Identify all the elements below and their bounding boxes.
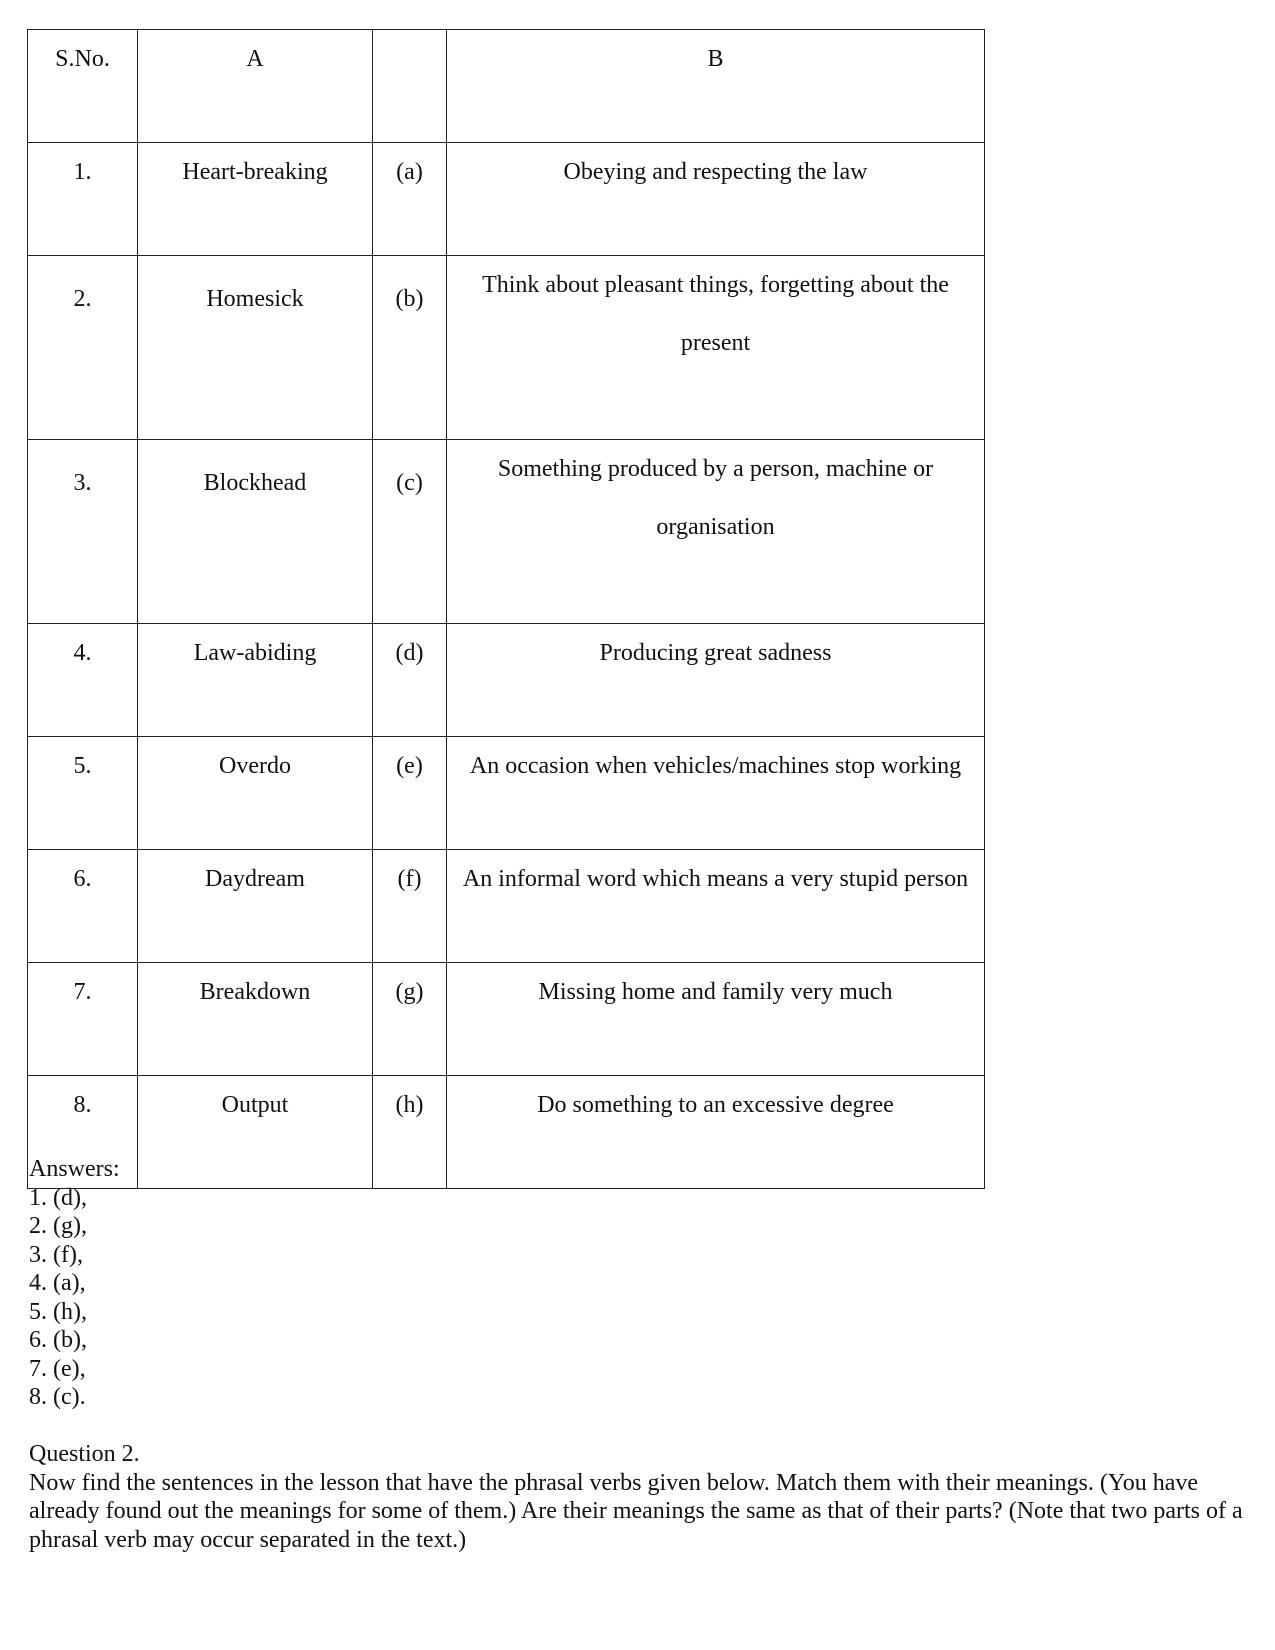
row-word: Heart-breaking xyxy=(138,143,373,256)
row-meaning: Something produced by a person, machine or organisation xyxy=(447,440,985,624)
answer-item: 7. (e), xyxy=(29,1355,86,1382)
row-word: Daydream xyxy=(138,850,373,963)
answer-item: 6. (b), xyxy=(29,1327,87,1353)
row-sno: 6. xyxy=(28,850,138,963)
table-row xyxy=(28,143,985,256)
table-row xyxy=(28,1076,985,1189)
row-letter: (g) xyxy=(373,963,447,1076)
row-meaning: Producing great sadness xyxy=(447,624,985,737)
row-letter: (c) xyxy=(373,440,447,624)
table-row xyxy=(28,963,985,1076)
row-meaning: An informal word which means a very stupid person xyxy=(447,850,985,963)
header-sno: S.No. xyxy=(28,30,138,143)
row-word: Law-abiding xyxy=(138,624,373,737)
row-meaning: Missing home and family very much xyxy=(447,963,985,1076)
question-title: Question 2. xyxy=(29,1441,140,1467)
row-sno: 4. xyxy=(28,624,138,737)
answers-block xyxy=(29,1155,120,1412)
row-sno: 2. xyxy=(28,256,138,440)
row-letter: (h) xyxy=(373,1076,447,1189)
row-letter: (d) xyxy=(373,624,447,737)
row-meaning: Do something to an excessive degree xyxy=(447,1076,985,1189)
row-meaning: Obeying and respecting the law xyxy=(447,143,985,256)
header-b: B xyxy=(447,30,985,143)
table-row xyxy=(28,440,985,624)
row-word: Overdo xyxy=(138,737,373,850)
table-row xyxy=(28,256,985,440)
answer-item: 4. (a), xyxy=(29,1270,86,1296)
matching-table xyxy=(27,29,985,1189)
table-row xyxy=(28,624,985,737)
row-meaning: An occasion when vehicles/machines stop working xyxy=(447,737,985,850)
row-sno: 5. xyxy=(28,737,138,850)
row-word: Homesick xyxy=(138,256,373,440)
question-text: Now find the sentences in the lesson that have the phrasal verbs given below. Match them with their meanings. (You have already found out the meanings for some of them.) Are their meanings the same as that of their parts? (Note that two parts of a phrasal verb may occur separated in the text.) xyxy=(29,1469,1243,1553)
table-row xyxy=(28,737,985,850)
answer-item: 8. (c). xyxy=(29,1384,86,1410)
table-row xyxy=(28,850,985,963)
answer-item: 3. (f), xyxy=(29,1241,83,1268)
row-letter: (a) xyxy=(373,143,447,256)
row-sno: 1. xyxy=(28,143,138,256)
row-sno: 3. xyxy=(28,440,138,624)
row-meaning: Think about pleasant things, forgetting about the present xyxy=(447,256,985,440)
row-word: Output xyxy=(138,1076,373,1189)
row-sno: 7. xyxy=(28,963,138,1076)
answer-item: 2. (g), xyxy=(29,1213,87,1239)
row-letter: (b) xyxy=(373,256,447,440)
row-word: Breakdown xyxy=(138,963,373,1076)
row-letter: (e) xyxy=(373,737,447,850)
table-header-row xyxy=(28,30,985,143)
answer-item: 5. (h), xyxy=(29,1298,87,1325)
row-word: Blockhead xyxy=(138,440,373,624)
answers-title: Answers: xyxy=(29,1156,120,1182)
row-letter: (f) xyxy=(373,850,447,963)
header-a: A xyxy=(138,30,373,143)
row-sno: 8. xyxy=(28,1076,138,1189)
question-block xyxy=(29,1440,1249,1554)
header-letter xyxy=(373,30,447,143)
answer-item: 1. (d), xyxy=(29,1184,87,1211)
